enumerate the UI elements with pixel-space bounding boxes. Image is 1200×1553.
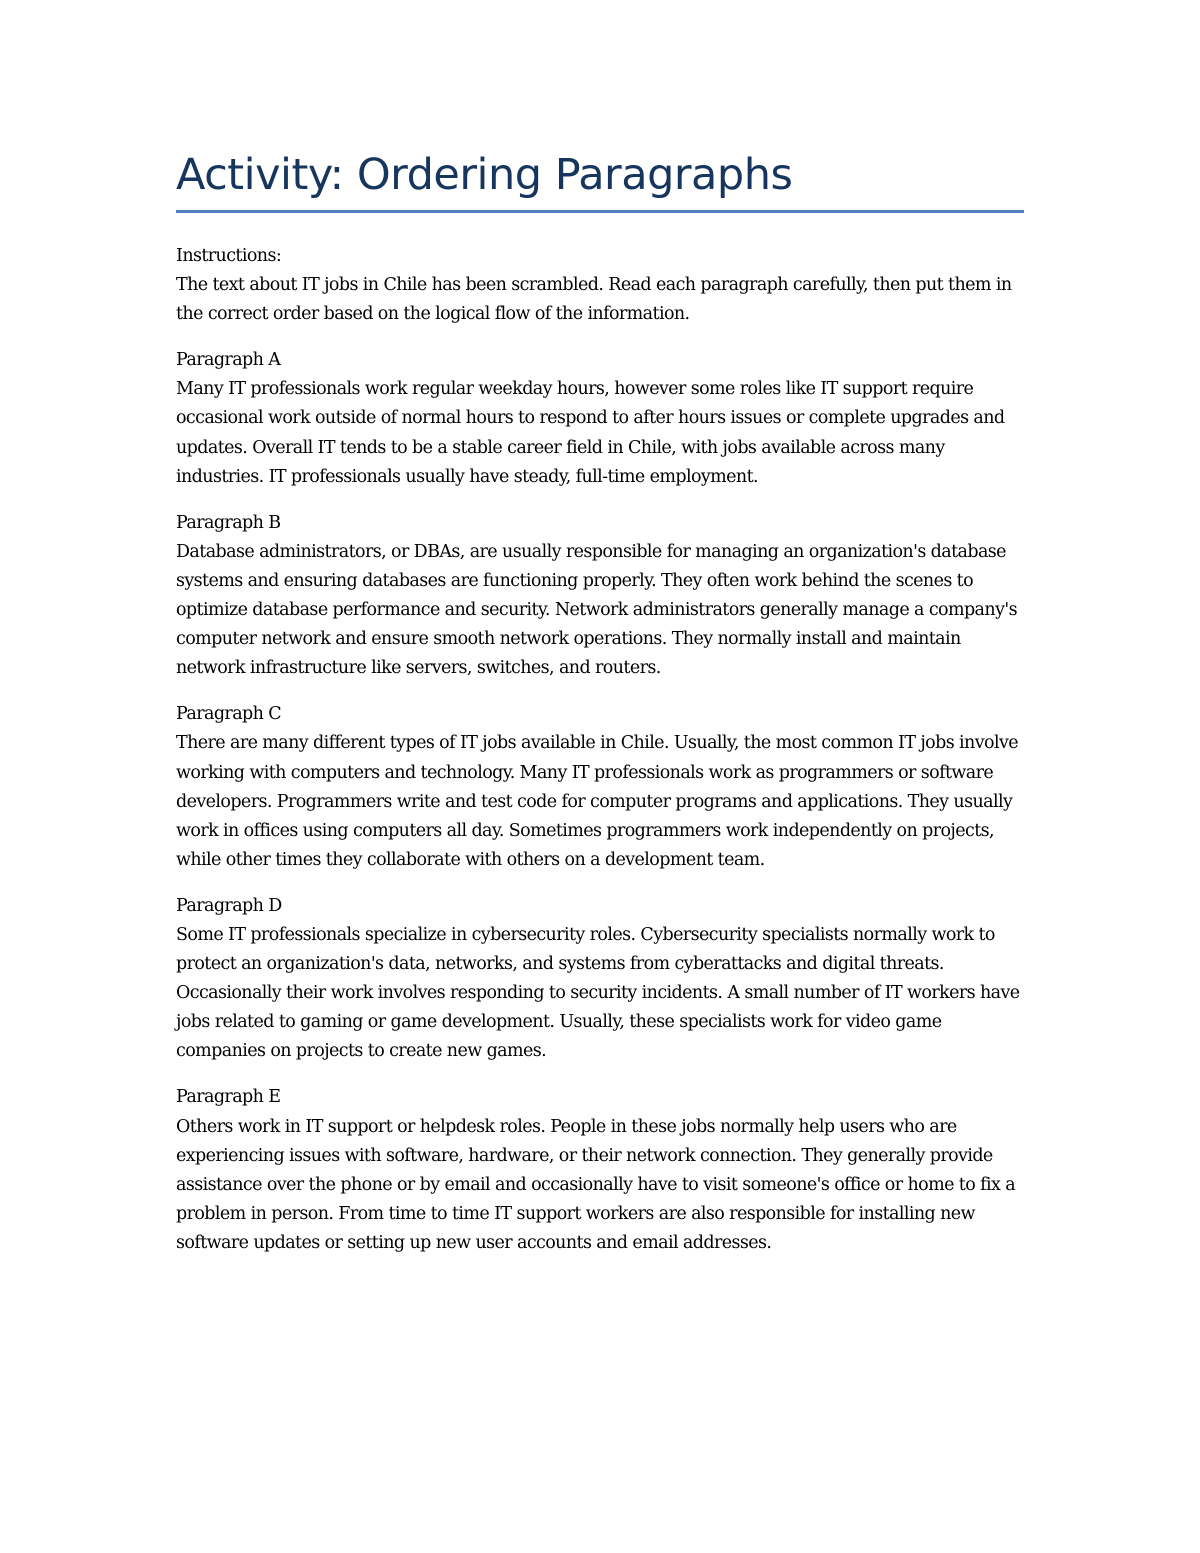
paragraph-block-b <box>176 509 1024 684</box>
instructions-block <box>176 242 1024 329</box>
title-underline <box>176 210 1024 213</box>
document-title: Activity: Ordering Paragraphs <box>176 150 793 200</box>
paragraph-block-d <box>176 892 1024 1067</box>
paragraph-label: Paragraph C <box>176 704 282 725</box>
paragraph-label: Paragraph A <box>176 350 281 371</box>
paragraph-label: Paragraph E <box>176 1087 281 1108</box>
paragraph-block-c <box>176 700 1024 875</box>
paragraph-text: Database administrators, or DBAs, are usually responsible for managing an organization's database systems and ensuring databases are functioning properly. They often work behind the scenes to optimize database performance and security. Network administrators generally manage a company's computer network and ensure smooth network operations. They normally install and maintain network infrastructure like servers, switches, and routers. <box>176 541 1017 679</box>
instructions-text: The text about IT jobs in Chile has been scrambled. Read each paragraph carefully, then put them in the correct order based on the logical flow of the information. <box>176 275 1012 325</box>
paragraph-text: Some IT professionals specialize in cybersecurity roles. Cybersecurity specialists normally work to protect an organization's data, networks, and systems from cyberattacks and digital threats. Occasionally their work involves responding to security incidents. A small number of IT workers have jobs related to gaming or game development. Usually, these specialists work for video game companies on projects to create new games. <box>176 924 1020 1062</box>
document-body <box>176 242 1024 1275</box>
paragraph-block-a <box>176 346 1024 491</box>
paragraph-label: Paragraph D <box>176 895 282 916</box>
paragraph-block-e <box>176 1083 1024 1258</box>
paragraph-label: Paragraph B <box>176 512 281 533</box>
instructions-label: Instructions: <box>176 246 282 266</box>
paragraph-text: There are many different types of IT jobs available in Chile. Usually, the most common IT jobs involve working with computers and technology. Many IT professionals work as programmers or software developers. Programmers write and test code for computer programs and applications. They usually work in offices using computers all day. Sometimes programmers work independently on projects, while other times they collaborate with others on a development team. <box>176 733 1018 870</box>
paragraph-text: Others work in IT support or helpdesk roles. People in these jobs normally help users who are experiencing issues with software, hardware, or their network connection. They generally provide assistance over the phone or by email and occasionally have to visit someone's office or home to fix a problem in person. From time to time IT support workers are also responsible for installing new software updates or setting up new user accounts and email addresses. <box>176 1116 1016 1253</box>
paragraph-text: Many IT professionals work regular weekday hours, however some roles like IT support require occasional work outside of normal hours to respond to after hours issues or complete upgrades and updates. Overall IT tends to be a stable career field in Chile, with jobs available across many industries. IT professionals usually have steady, full-time employment. <box>176 379 1005 487</box>
